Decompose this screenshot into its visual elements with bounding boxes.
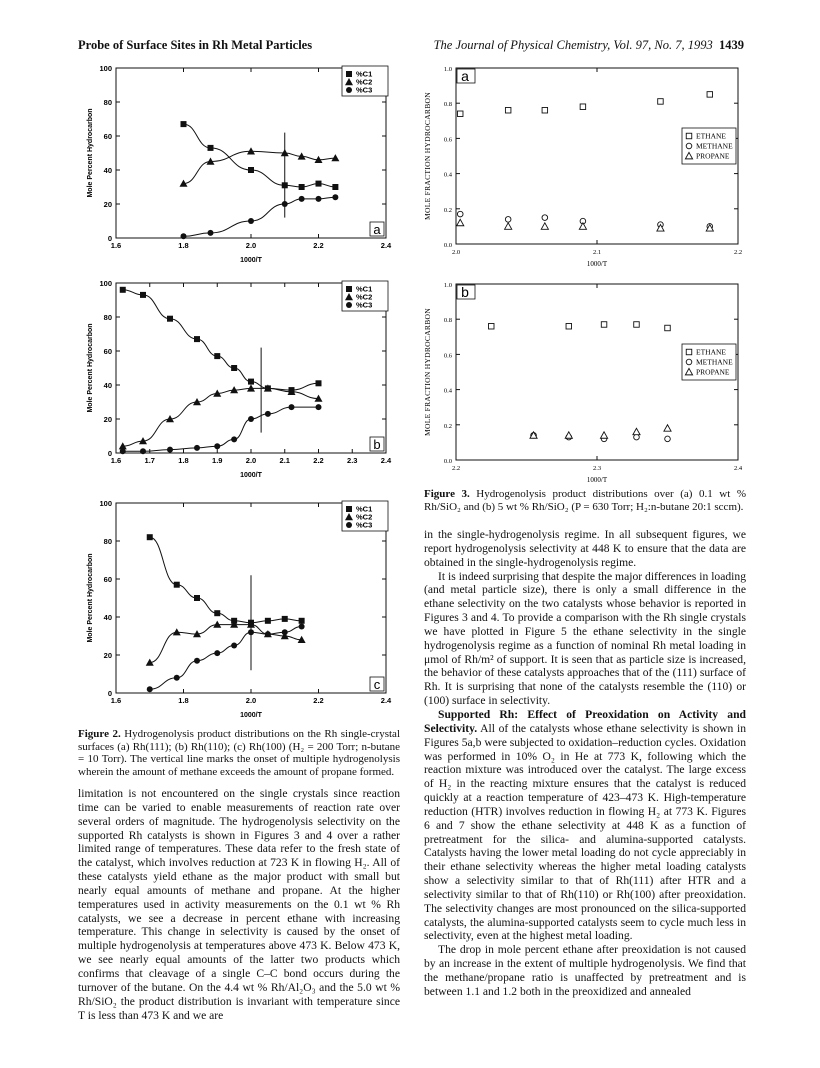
x-tick-label: 2.4 [733, 465, 743, 472]
figure-2-caption-text: Hydrogenolysis product distributions on the Rh single-crystal surfaces (a) Rh(111); (b) Rh(110); (c) Rh(100) (H₂ = 200 Torr; n-butane = 10 Torr). The vertical line marks the onset of multiple hydrogenolysis wherein the amount of methane exceeds the amount of propane formed. [78, 728, 400, 778]
y-axis-label: Mole Percent Hydrocarbon [87, 323, 94, 413]
data-point [332, 194, 338, 200]
x-tick-label: 2.3 [592, 465, 602, 472]
data-point [600, 432, 607, 438]
legend-entry: METHANE [696, 357, 733, 367]
legend [682, 344, 736, 380]
y-tick-label: 0.0 [443, 242, 452, 249]
x-tick-label: 2.3 [347, 456, 358, 465]
figure-3b-chart [420, 274, 760, 494]
data-point [289, 404, 295, 410]
data-point [120, 287, 126, 293]
figure-3-caption [424, 488, 746, 513]
data-point [316, 181, 322, 187]
right-paragraph-3 [424, 708, 746, 943]
series-c3 [147, 624, 305, 693]
data-point [566, 323, 572, 329]
data-point [505, 107, 511, 113]
data-point [489, 323, 495, 329]
x-tick-label: 1.6 [110, 241, 122, 250]
x-tick-label: 1.6 [110, 696, 122, 705]
data-point [282, 629, 288, 635]
data-point [601, 322, 607, 328]
data-point [248, 218, 254, 224]
series-methane [531, 433, 671, 442]
legend [342, 281, 388, 311]
panel-label: b [461, 284, 469, 300]
data-point [457, 211, 463, 217]
x-tick-label: 2.4 [380, 456, 392, 465]
legend-entry: PROPANE [696, 367, 730, 377]
data-point [248, 379, 254, 385]
y-tick-label: 0.0 [443, 458, 452, 465]
data-point [120, 448, 126, 454]
x-tick-label: 2.4 [380, 241, 392, 250]
data-point [299, 618, 305, 624]
data-point [140, 292, 146, 298]
data-point [505, 217, 511, 223]
x-tick-label: 2.1 [279, 456, 290, 465]
legend-marker [346, 506, 352, 512]
y-tick-label: 0.4 [443, 171, 452, 179]
panel-label: a [373, 222, 381, 237]
y-tick-label: 1.0 [443, 282, 452, 289]
series-c3 [181, 194, 339, 239]
y-tick-label: 0 [107, 449, 112, 458]
y-tick-label: 80 [103, 537, 112, 546]
legend-marker [346, 71, 352, 77]
series-line [123, 388, 319, 446]
series-c1 [181, 121, 339, 190]
data-point [194, 595, 200, 601]
x-tick-label: 2.2 [733, 249, 743, 256]
figure-2-caption [78, 728, 400, 778]
series-line [184, 124, 336, 187]
y-axis-label: MOLE FRACTION HYDROCARBON [423, 308, 432, 436]
legend-marker [686, 349, 692, 355]
figure-2-caption-label: Figure 2. [78, 728, 121, 740]
y-tick-label: 40 [103, 381, 112, 390]
data-point [665, 436, 671, 442]
x-tick-label: 1.9 [212, 456, 223, 465]
y-tick-label: 40 [103, 613, 112, 622]
data-point [542, 215, 548, 221]
legend-marker [686, 143, 692, 149]
y-tick-label: 60 [103, 347, 112, 356]
data-point [214, 443, 220, 449]
data-point [174, 675, 180, 681]
series-c2 [146, 621, 306, 666]
y-tick-label: 20 [103, 415, 112, 424]
right-paragraph-3-text: All of the catalysts whose ethane selectivity is shown in Figures 5a,b were subjected to oxidation–reduction cycles. Oxidation was performed in 10% O₂ in He at 773 K, following which the reaction mixture was introduced over the catalyst. The large excess of H₂ in the reacting mixture ensures that the catalyst is reduced quickly at a reaction temperature of 423–473 K. High-temperature reduction (HTR) involves reduction in flowing H₂ at 773 K. Figures 6 and 7 show the ethane selectivity at 448 K as a function of pretreatment for the silica- and alumina-supported catalysts. Catalysts having the lower metal loading do not cycle appreciably in their ethane selectivity whereas the higher metal loading catalysts show a selectivity similar to that of Rh(111) after HTR and a selectivity similar to that of Rh(110) or Rh(100) after preoxidation. The selectivity changes are most pronounced on the silica-supported catalysts, the alumina-supported catalysts seem to cycle much less in selectivity, even at the highest metal loading. [424, 721, 746, 943]
x-axis-label: 1000/T [240, 472, 262, 479]
legend-entry: %C3 [356, 520, 373, 530]
data-point [181, 121, 187, 127]
legend-marker [686, 133, 692, 139]
y-tick-label: 1.0 [443, 66, 452, 73]
series-line [184, 197, 336, 236]
data-point [248, 416, 254, 422]
legend-entry: %C3 [356, 85, 373, 95]
data-point [147, 534, 153, 540]
data-point [299, 196, 305, 202]
legend-entry: %C3 [356, 300, 373, 310]
x-axis-label: 1000/T [240, 712, 262, 719]
y-tick-label: 0.4 [443, 387, 452, 395]
right-column-text [424, 528, 746, 999]
x-tick-label: 2.4 [380, 696, 392, 705]
x-tick-label: 1.6 [110, 456, 122, 465]
panel-label: b [373, 437, 381, 452]
x-tick-label: 2.0 [451, 249, 461, 256]
legend-marker [346, 302, 352, 308]
data-point [505, 223, 512, 229]
x-tick-label: 2.0 [245, 456, 257, 465]
figure-3-caption-text: Hydrogenolysis product distributions over (a) 0.1 wt % Rh/SiO₂ and (b) 5 wt % Rh/SiO₂ (P = 630 Torr; H₂:n-butane 20:1 sccm). [424, 488, 746, 513]
y-tick-label: 0.2 [443, 422, 452, 430]
y-tick-label: 0.8 [443, 317, 452, 325]
legend-entry: METHANE [696, 141, 733, 151]
data-point [194, 658, 200, 664]
y-tick-label: 100 [99, 64, 112, 73]
panel-label: a [461, 68, 469, 84]
data-point [265, 411, 271, 417]
y-tick-label: 80 [103, 98, 112, 107]
data-point [579, 223, 586, 229]
data-point [248, 629, 254, 635]
left-column-text [78, 787, 400, 1022]
data-point [265, 618, 271, 624]
section-heading: Supported Rh: Effect of Preoxidation on Activity and Selectivity. [424, 707, 746, 735]
series-c2 [180, 147, 340, 187]
legend-entry: %C2 [356, 292, 373, 302]
data-point [665, 325, 671, 331]
data-point [265, 631, 271, 637]
panel-label: c [373, 677, 381, 692]
x-tick-label: 1.7 [144, 456, 155, 465]
y-axis-label: Mole Percent Hydrocarbon [87, 108, 94, 198]
data-point [214, 650, 220, 656]
data-point [248, 167, 254, 173]
y-tick-label: 0 [107, 689, 112, 698]
legend-entry: ETHANE [696, 131, 726, 141]
y-tick-label: 20 [103, 200, 112, 209]
x-tick-label: 2.0 [245, 696, 257, 705]
data-point [208, 230, 214, 236]
data-point [299, 624, 305, 630]
legend-marker [686, 359, 692, 365]
data-point [457, 219, 464, 225]
series-c1 [120, 287, 322, 393]
legend [342, 501, 388, 531]
x-tick-label: 1.8 [178, 456, 189, 465]
y-tick-label: 0.8 [443, 101, 452, 109]
data-point [181, 233, 187, 239]
legend-entry: ETHANE [696, 347, 726, 357]
series-line [150, 625, 302, 663]
legend-entry: %C1 [356, 284, 373, 294]
figure-2c-chart [80, 495, 400, 725]
data-point [208, 145, 214, 151]
x-tick-label: 1.8 [178, 241, 189, 250]
right-paragraph-2: It is indeed surprising that despite the major differences in loading (and metal particle size), there is only a small difference in the ethane selectivity on the two catalysts whose behavior is reported in Figures 3 and 4. To provide a comparison with the Rh single crystals we have plotted in Figure 5 the ethane selectivity in the single hydrogenolysis regime as a function of nominal Rh metal loading in μmol of Rh/m² of support. It is seen that as particle size is increased, the behavior of these catalysts approaches that of the (111) surface of Rh. It is surprising that none of the catalysts resemble the (110) or (100) surface in selectivity. [424, 569, 746, 708]
x-tick-label: 2.2 [313, 241, 324, 250]
right-paragraph-4: The drop in mole percent ethane after preoxidation is not caused by an increase in the extent of multiple hydrogenolysis. We find that the methane/propane ratio is unaffected by pretreatment and is between 1.1 and 1.2 both in the preoxidized and annealed [424, 943, 746, 998]
y-tick-label: 20 [103, 651, 112, 660]
legend-entry: PROPANE [696, 151, 730, 161]
data-point [214, 353, 220, 359]
legend [682, 128, 736, 164]
y-tick-label: 80 [103, 313, 112, 322]
x-axis-label: 1000/T [586, 476, 608, 484]
data-point [565, 432, 572, 438]
x-axis-label: 1000/T [586, 260, 608, 268]
data-point [167, 447, 173, 453]
data-point [316, 404, 322, 410]
legend-entry: %C1 [356, 69, 373, 79]
series-line [184, 151, 336, 183]
series-ethane [457, 92, 712, 117]
data-point [580, 104, 586, 110]
page-number: 1439 [719, 38, 744, 52]
series-c2 [119, 384, 323, 449]
legend-entry: %C2 [356, 77, 373, 87]
series-ethane [489, 322, 671, 331]
data-point [633, 428, 640, 434]
y-tick-label: 60 [103, 132, 112, 141]
y-tick-label: 0.2 [443, 206, 452, 214]
y-tick-label: 0.6 [443, 136, 452, 144]
data-point [282, 201, 288, 207]
data-point [316, 380, 322, 386]
running-header-title: Probe of Surface Sites in Rh Metal Particles [78, 38, 313, 52]
y-axis-label: MOLE FRACTION HYDROCARBON [423, 92, 432, 220]
x-tick-label: 2.0 [245, 241, 257, 250]
figure-2b-chart [80, 275, 400, 485]
series-line [150, 537, 302, 623]
series-line [123, 407, 319, 451]
data-point [542, 107, 548, 113]
data-point [282, 182, 288, 188]
x-tick-label: 2.2 [313, 456, 324, 465]
y-axis-label: Mole Percent Hydrocarbon [87, 553, 94, 643]
x-tick-label: 1.8 [178, 696, 189, 705]
data-point [707, 92, 713, 98]
data-point [457, 111, 463, 117]
series-propane [530, 425, 671, 439]
data-point [658, 99, 664, 105]
y-tick-label: 60 [103, 575, 112, 584]
y-tick-label: 40 [103, 166, 112, 175]
data-point [194, 336, 200, 342]
data-point [231, 643, 237, 649]
data-point [282, 616, 288, 622]
data-point [316, 196, 322, 202]
series-c1 [147, 534, 305, 626]
data-point [541, 223, 548, 229]
left-paragraph-1: limitation is not encountered on the single crystals since reaction time can be varied to enable measurements of reaction rate over several orders of magnitude. The hydrogenolysis selectivity on the supported Rh catalysts is shown in Figures 3 and 4 over a rather limited range of temperatures. These data refer to the fresh state of the catalyst, which involves reduction at 723 K in flowing H₂. All of these catalysts yield ethane as the major product with small but nearly equal amounts of methane and propane. At the higher temperatures used in activity measurements on the 0.1 wt % Rh catalysts, we see a decrease in percent ethane with increasing temperature. This change in selectivity is caused by the onset of multiple hydrogenolysis at temperatures above 473 K. Below 473 K, we see nearly equal amounts of the latter two products which confirms that cleavage of a single C–C bond occurs during the turnover of the butane. On the 4.4 wt % Rh/Al₂O₃ and the 5.0 wt % Rh/SiO₂ the product distribution is invariant with temperature since T is less than 473 K and we are [78, 787, 400, 1022]
data-point [231, 365, 237, 371]
data-point [299, 184, 305, 190]
data-point [231, 436, 237, 442]
data-point [140, 448, 146, 454]
journal-citation: The Journal of Physical Chemistry, Vol. 97, No. 7, 1993 [433, 38, 713, 52]
right-paragraph-1: in the single-hydrogenolysis regime. In all subsequent figures, we report hydrogenolysis selectivity at 448 K to ensure that the data are obtained in the single-hydrogenolysis regime. [424, 528, 746, 569]
legend-entry: %C1 [356, 504, 373, 514]
data-point [332, 184, 338, 190]
data-point [194, 445, 200, 451]
data-point [174, 582, 180, 588]
running-header-journal [434, 38, 744, 53]
figure-2a-chart [80, 60, 400, 270]
series-line [123, 290, 319, 390]
x-tick-label: 2.2 [313, 696, 324, 705]
data-point [167, 316, 173, 322]
y-tick-label: 100 [99, 279, 112, 288]
figure-3-caption-label: Figure 3. [424, 488, 470, 500]
legend-marker [346, 522, 352, 528]
legend-marker [346, 286, 352, 292]
x-tick-label: 2.2 [451, 465, 461, 472]
y-tick-label: 0 [107, 234, 112, 243]
x-axis-label: 1000/T [240, 257, 262, 264]
data-point [634, 322, 640, 328]
data-point [147, 686, 153, 692]
series-c3 [120, 404, 322, 454]
y-tick-label: 100 [99, 499, 112, 508]
legend-marker [346, 87, 352, 93]
y-tick-label: 0.6 [443, 352, 452, 360]
legend [342, 66, 388, 96]
x-tick-label: 2.1 [592, 249, 602, 256]
data-point [664, 425, 671, 431]
figure-3a-chart [420, 58, 760, 278]
legend-entry: %C2 [356, 512, 373, 522]
data-point [214, 610, 220, 616]
